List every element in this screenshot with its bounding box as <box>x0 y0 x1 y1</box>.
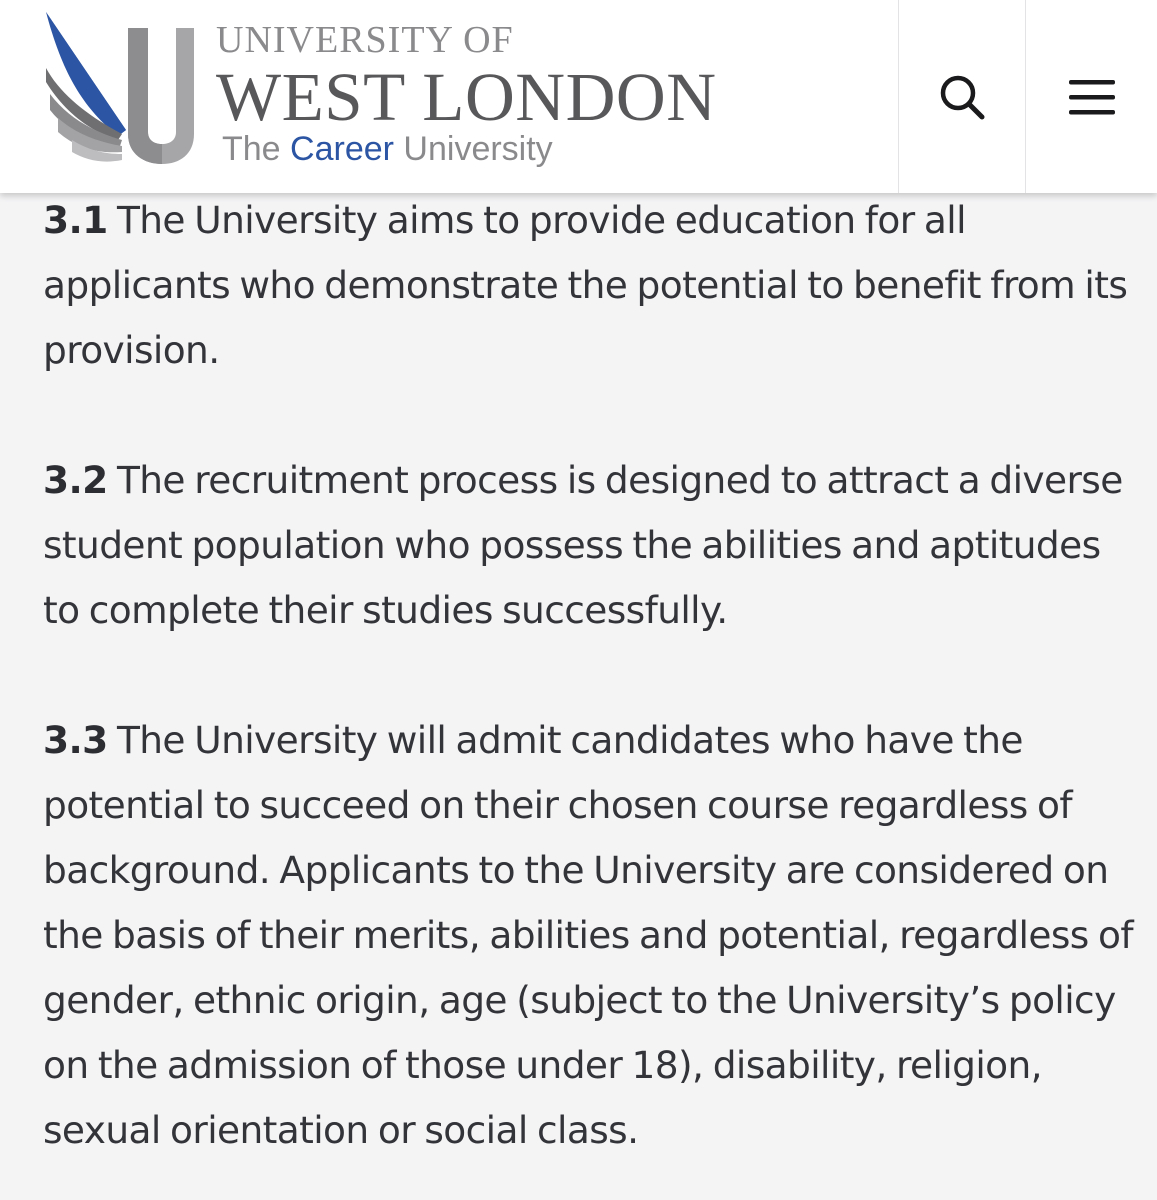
section-number: 3.3 <box>43 718 108 762</box>
university-logo[interactable] <box>42 12 782 182</box>
logo-text-university-of: UNIVERSITY OF <box>216 19 514 61</box>
menu-button[interactable] <box>1025 0 1157 193</box>
section-text: The recruitment process is designed to attract a diverse student population who possess the abilities and aptitudes to complete their studies successfully. <box>43 458 1123 632</box>
section-text: The University will admit candidates who have the potential to succeed on their chosen course regardless of background. Applicants to the University are considered on the basis of their merits, abilities and potential, regardless of gender, ethnic origin, age (subject to the University’s policy on the admission of those under 18), disability, religion, sexual orientation or social class. <box>43 718 1133 1152</box>
section-number: 3.1 <box>43 198 108 242</box>
logo-text-west-london: WEST LONDON <box>216 59 717 135</box>
section-text: The University aims to provide education for all applicants who demonstrate the potential to benefit from its provision. <box>43 198 1128 372</box>
tagline-accent: Career <box>290 130 394 168</box>
policy-content <box>43 188 1133 1200</box>
section-number: 3.2 <box>43 458 108 502</box>
policy-section-3-1 <box>43 188 1133 383</box>
hamburger-menu-icon <box>1068 77 1116 117</box>
search-button[interactable] <box>898 0 1025 193</box>
tagline-pre: The <box>222 130 291 168</box>
policy-section-3-3 <box>43 708 1133 1163</box>
tagline-post: University <box>393 130 553 168</box>
logo-tagline <box>222 130 553 169</box>
search-icon <box>938 73 986 121</box>
site-header <box>0 0 1157 193</box>
policy-section-3-2 <box>43 448 1133 643</box>
uwl-logo-mark-icon <box>42 12 202 172</box>
